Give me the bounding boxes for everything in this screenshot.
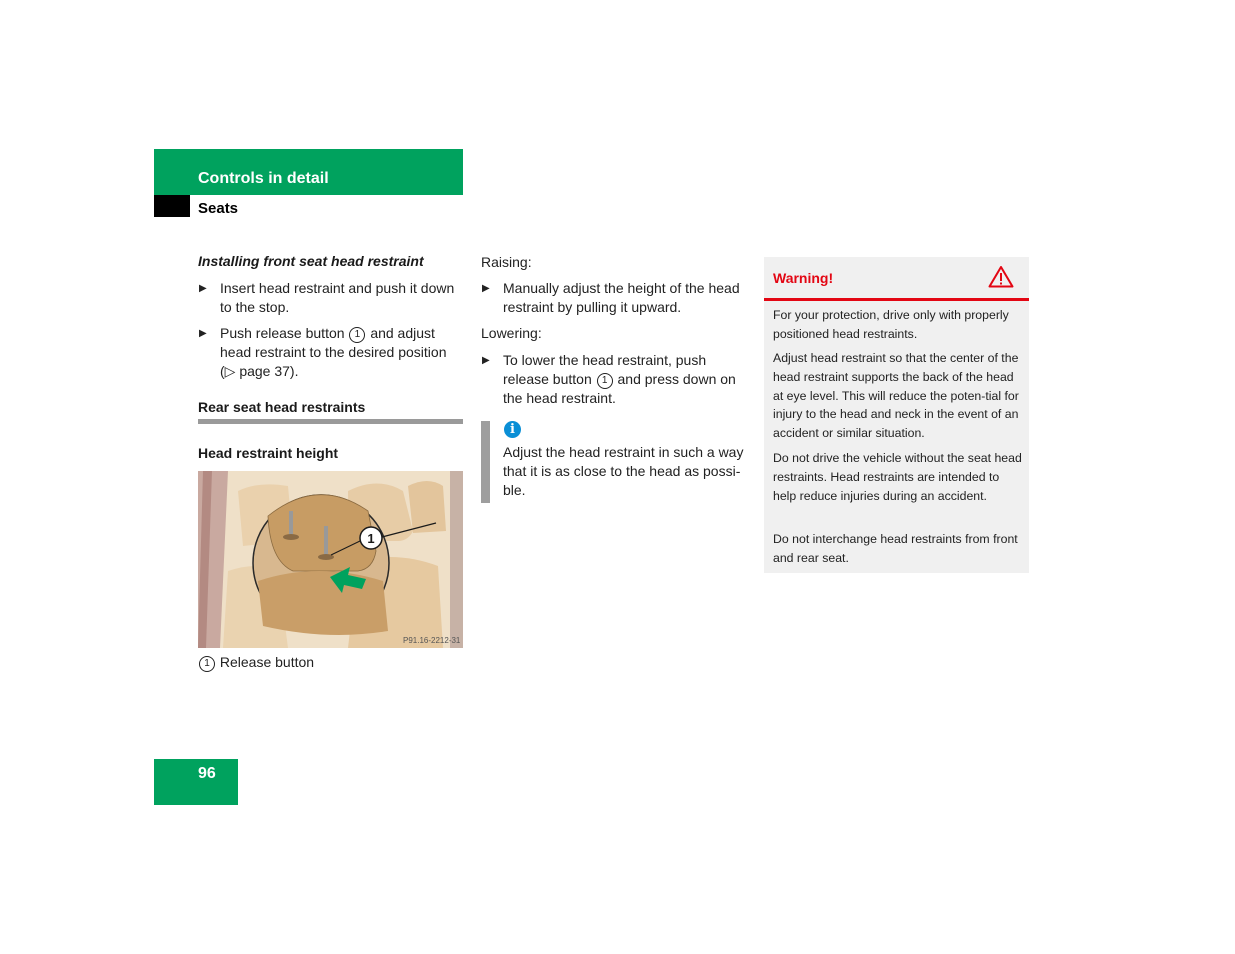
section-title: Controls in detail <box>198 170 329 187</box>
callout-1-icon: 1 <box>597 373 613 389</box>
warning-triangle-icon <box>988 265 1014 288</box>
install-step-2 <box>220 324 465 381</box>
info-note-bar <box>481 421 490 503</box>
warning-title: Warning! <box>773 270 834 286</box>
callout-1-icon: 1 <box>349 327 365 343</box>
warning-paragraph-2: Adjust head restraint so that the center of the head restraint supports the back of the head at eye level. This will reduce the poten-tial for injury to the head and neck in the event of an accident or similar situation. <box>773 351 1019 441</box>
bullet-icon: ▶ <box>199 328 207 339</box>
lowering-label: Lowering: <box>481 325 542 341</box>
install-step-1: Insert head restraint and push it down to the stop. <box>220 280 455 315</box>
restraint-height-heading: Head restraint height <box>198 445 339 461</box>
page-number: 96 <box>198 765 216 782</box>
figure-caption <box>198 653 314 672</box>
rear-restraints-heading: Rear seat head restraints <box>198 399 366 415</box>
callout-1-icon: 1 <box>199 656 215 672</box>
seat-illustration <box>198 471 463 648</box>
warning-rule <box>764 298 1029 301</box>
warning-paragraph-4: Do not interchange head restraints from front and rear seat. <box>773 532 1018 565</box>
install-heading: Installing front seat head restraint <box>198 253 424 269</box>
raising-label: Raising: <box>481 254 532 270</box>
page-number-tab <box>154 759 238 805</box>
figure-callout-label: 1 <box>367 531 375 546</box>
bullet-icon: ▶ <box>482 283 490 294</box>
warning-paragraph-1: For your protection, drive only with properly positioned head restraints. <box>773 308 1009 341</box>
step-2-text-a: Push release button <box>220 325 345 341</box>
lower-step <box>503 351 748 408</box>
section-rule <box>198 419 463 424</box>
bullet-icon: ▶ <box>482 355 490 366</box>
step-2-text-b: and adjust head restraint to the desired position (▷ page 37). <box>220 325 447 379</box>
subsection-title: Seats <box>198 200 239 217</box>
head-restraint-figure <box>198 471 463 648</box>
bullet-icon: ▶ <box>199 283 207 294</box>
lower-step-text-a: To lower the head restraint, push release button <box>503 352 707 387</box>
raise-step: Manually adjust the height of the head restraint by pulling it upward. <box>503 280 740 315</box>
caption-text: Release button <box>219 654 315 670</box>
warning-paragraph-3: Do not drive the vehicle without the seat head restraints. Head restraints are intended to help reduce injuries during an accident. <box>773 451 1022 503</box>
info-note-text: Adjust the head restraint in such a way that it is as close to the head as possi-ble. <box>503 444 744 498</box>
info-icon: i <box>504 421 521 438</box>
lower-step-text-b: and press down on the head restraint. <box>503 371 736 406</box>
subsection-marker <box>154 195 190 217</box>
figure-code: P91.16-2212-31 <box>403 636 461 645</box>
